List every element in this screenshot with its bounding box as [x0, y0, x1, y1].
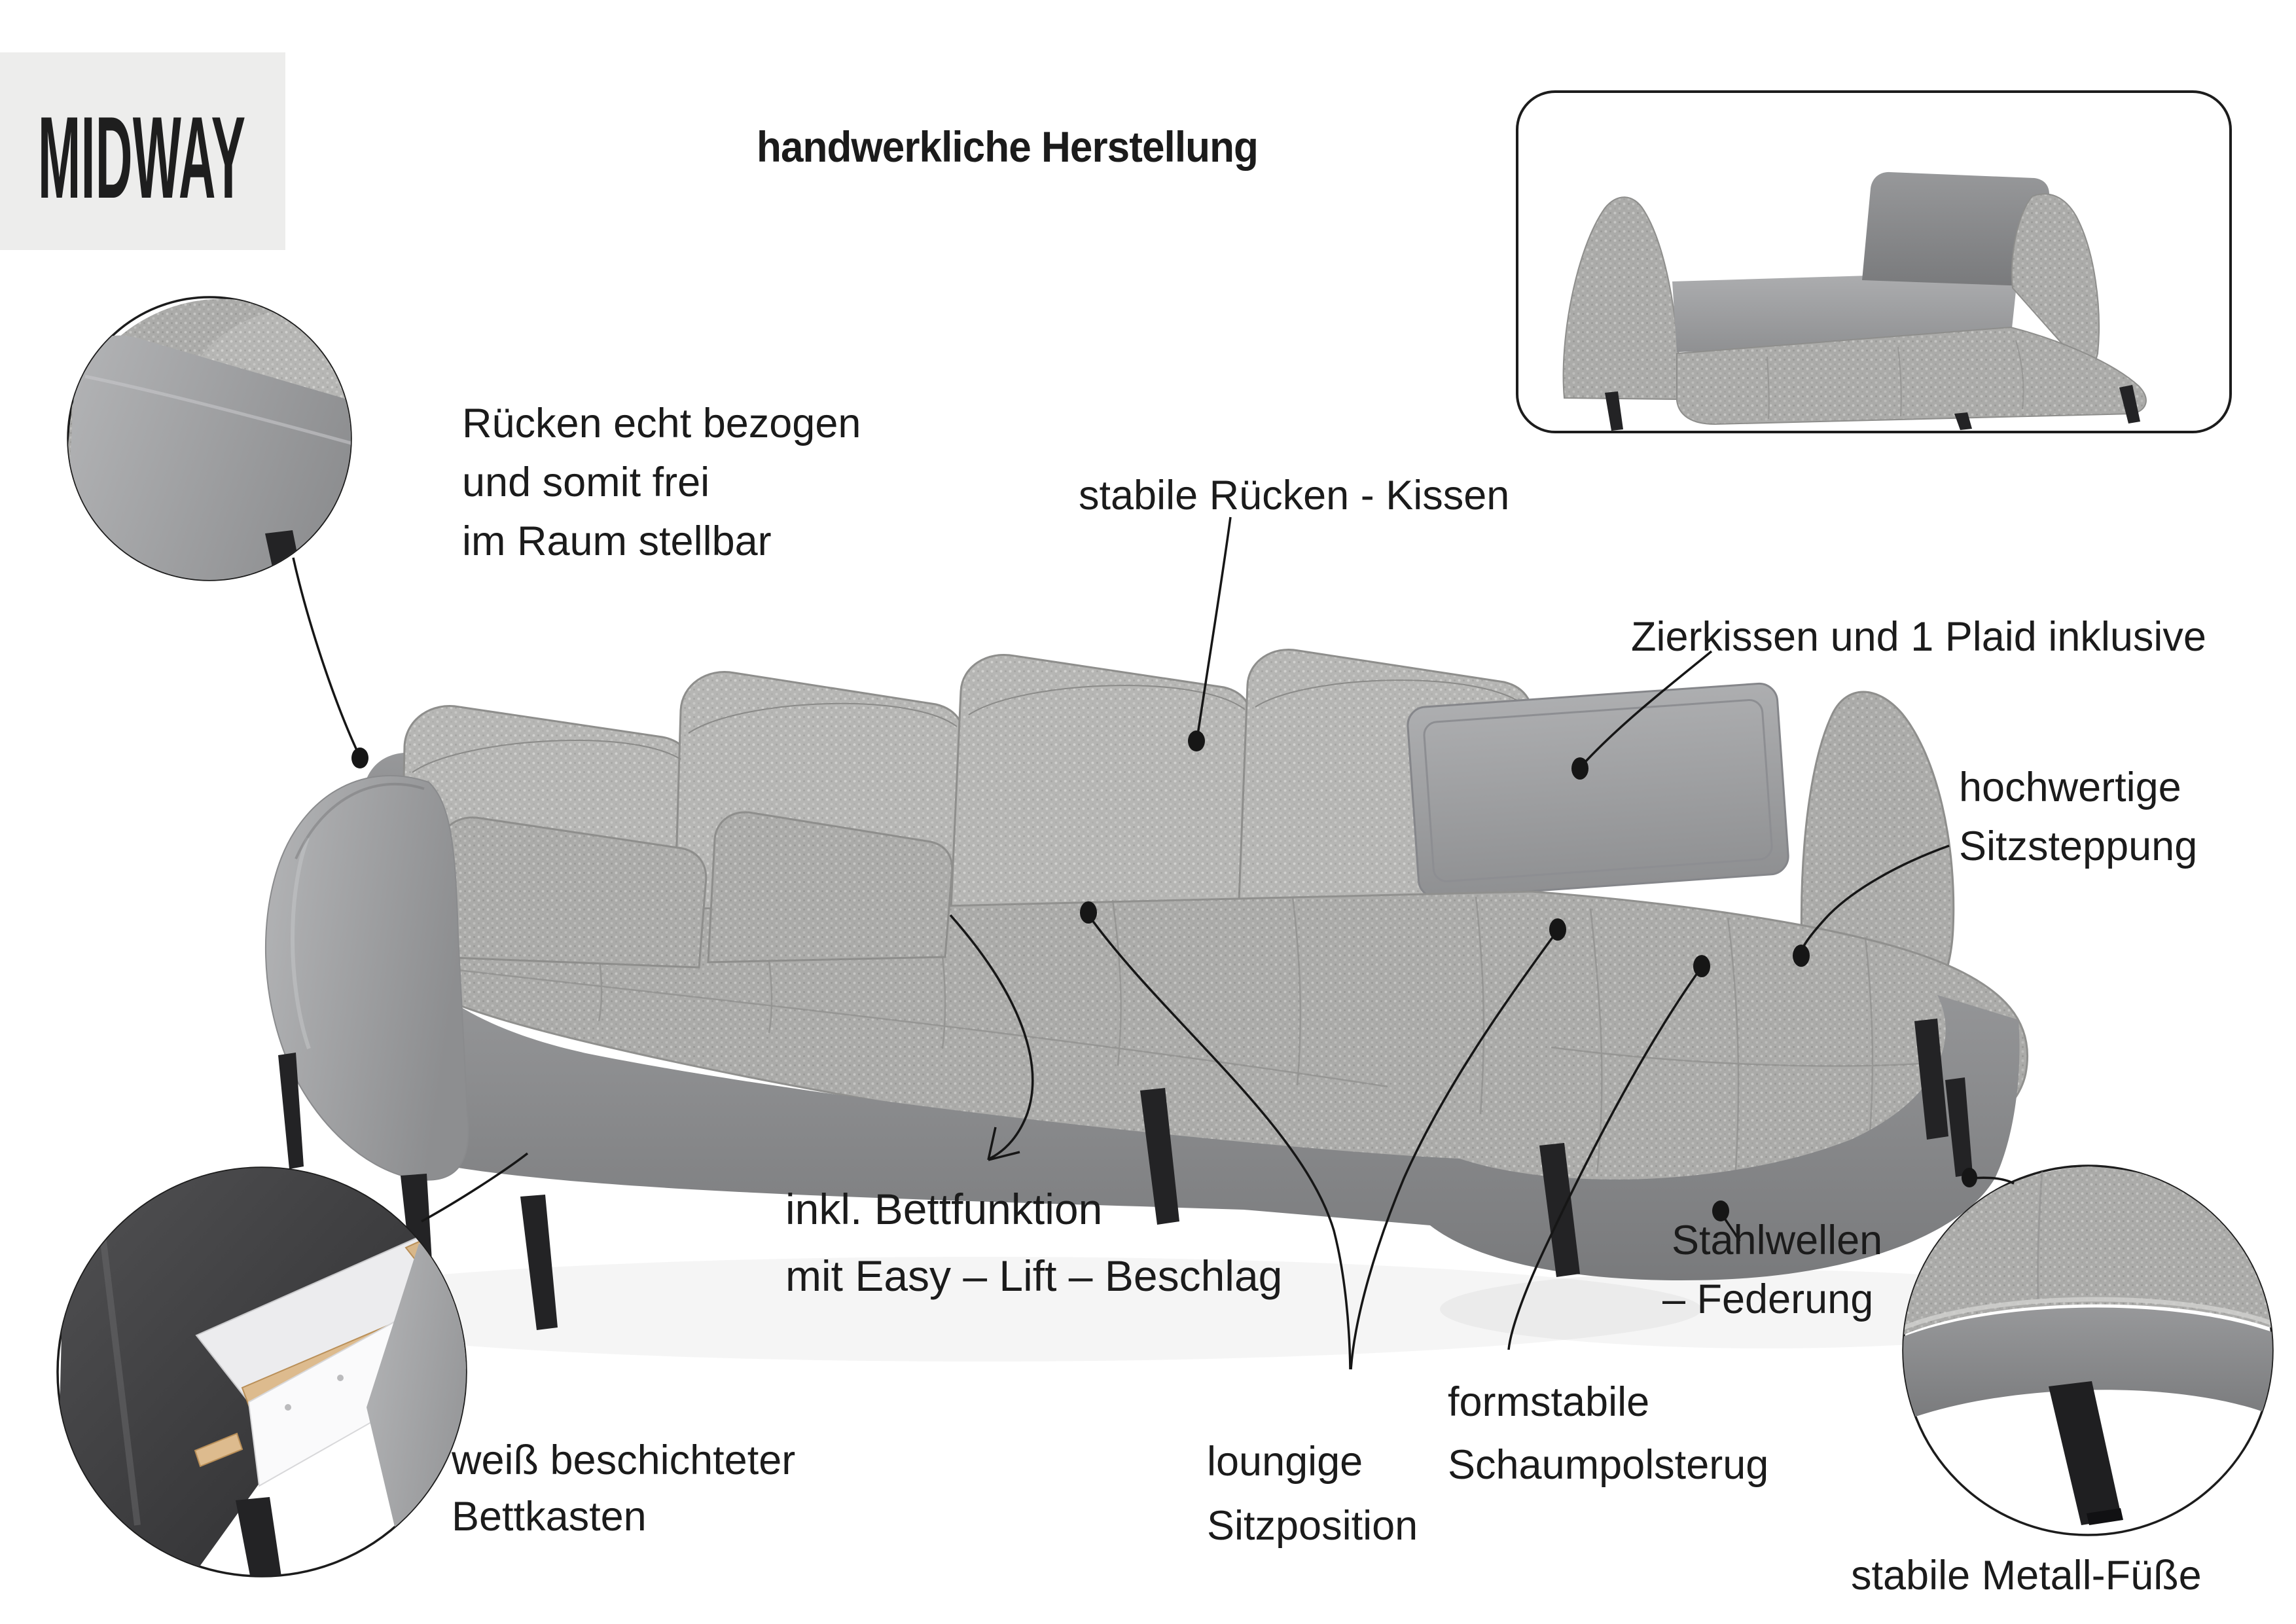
- callout-bettfunktion: [785, 1176, 1282, 1309]
- callout-zierkissen: Zierkissen und 1 Plaid inklusive: [1631, 614, 2206, 660]
- callout-line: inkl. Bettfunktion: [785, 1185, 1103, 1233]
- callout-line: Sitzsteppung: [1959, 823, 2198, 869]
- callout-line: im Raum stellbar: [462, 518, 772, 564]
- dot-kissen: [1188, 731, 1205, 751]
- callout-line: formstabile: [1448, 1379, 1650, 1425]
- subtitle: handwerkliche Herstellung: [757, 122, 1258, 171]
- dot-back: [351, 748, 368, 768]
- detail-circle-foot: [1898, 1166, 2278, 1535]
- dot-zierkissen: [1571, 757, 1588, 780]
- callout-line: – Federung: [1662, 1276, 1874, 1322]
- dot-loungige-right: [1549, 918, 1566, 941]
- line-back-circle: [293, 558, 357, 751]
- dot-sitzsteppung: [1793, 945, 1810, 967]
- inset-box-bed-function: [1517, 92, 2231, 432]
- dot-loungige-left: [1080, 901, 1097, 924]
- callout-kissen: stabile Rücken - Kissen: [1079, 473, 1510, 518]
- callout-line: loungige: [1207, 1439, 1363, 1485]
- detail-circle-back: [63, 297, 373, 615]
- callout-ruecken: [462, 394, 861, 571]
- callout-fuesse: stabile Metall-Füße: [1851, 1553, 2202, 1598]
- dot-foot: [1962, 1168, 1977, 1187]
- callout-stahlwellen: [1662, 1211, 1882, 1329]
- callout-bettkasten: [452, 1432, 795, 1545]
- callout-line: mit Easy – Lift – Beschlag: [785, 1252, 1283, 1300]
- callout-line: Bettkasten: [452, 1494, 647, 1540]
- callout-sitzsteppung: [1959, 758, 2197, 876]
- callout-line: Sitzposition: [1207, 1503, 1418, 1549]
- callout-line: und somit frei: [462, 460, 710, 505]
- back-detail-photo: [63, 299, 373, 615]
- callout-schaumpolsterung: [1448, 1371, 1768, 1496]
- accent-pillow: [1407, 683, 1789, 899]
- callout-line: Rücken echt bezogen: [462, 401, 861, 446]
- callout-sitzposition: [1207, 1430, 1418, 1558]
- callout-line: weiß beschichteter: [452, 1437, 796, 1483]
- callout-line: Schaumpolsterug: [1448, 1442, 1769, 1488]
- product-title: MIDWAY: [38, 92, 246, 223]
- callout-line: hochwertige: [1959, 765, 2181, 810]
- callout-line: Stahlwellen: [1672, 1218, 1883, 1263]
- dot-schaumpolsterung: [1693, 955, 1710, 977]
